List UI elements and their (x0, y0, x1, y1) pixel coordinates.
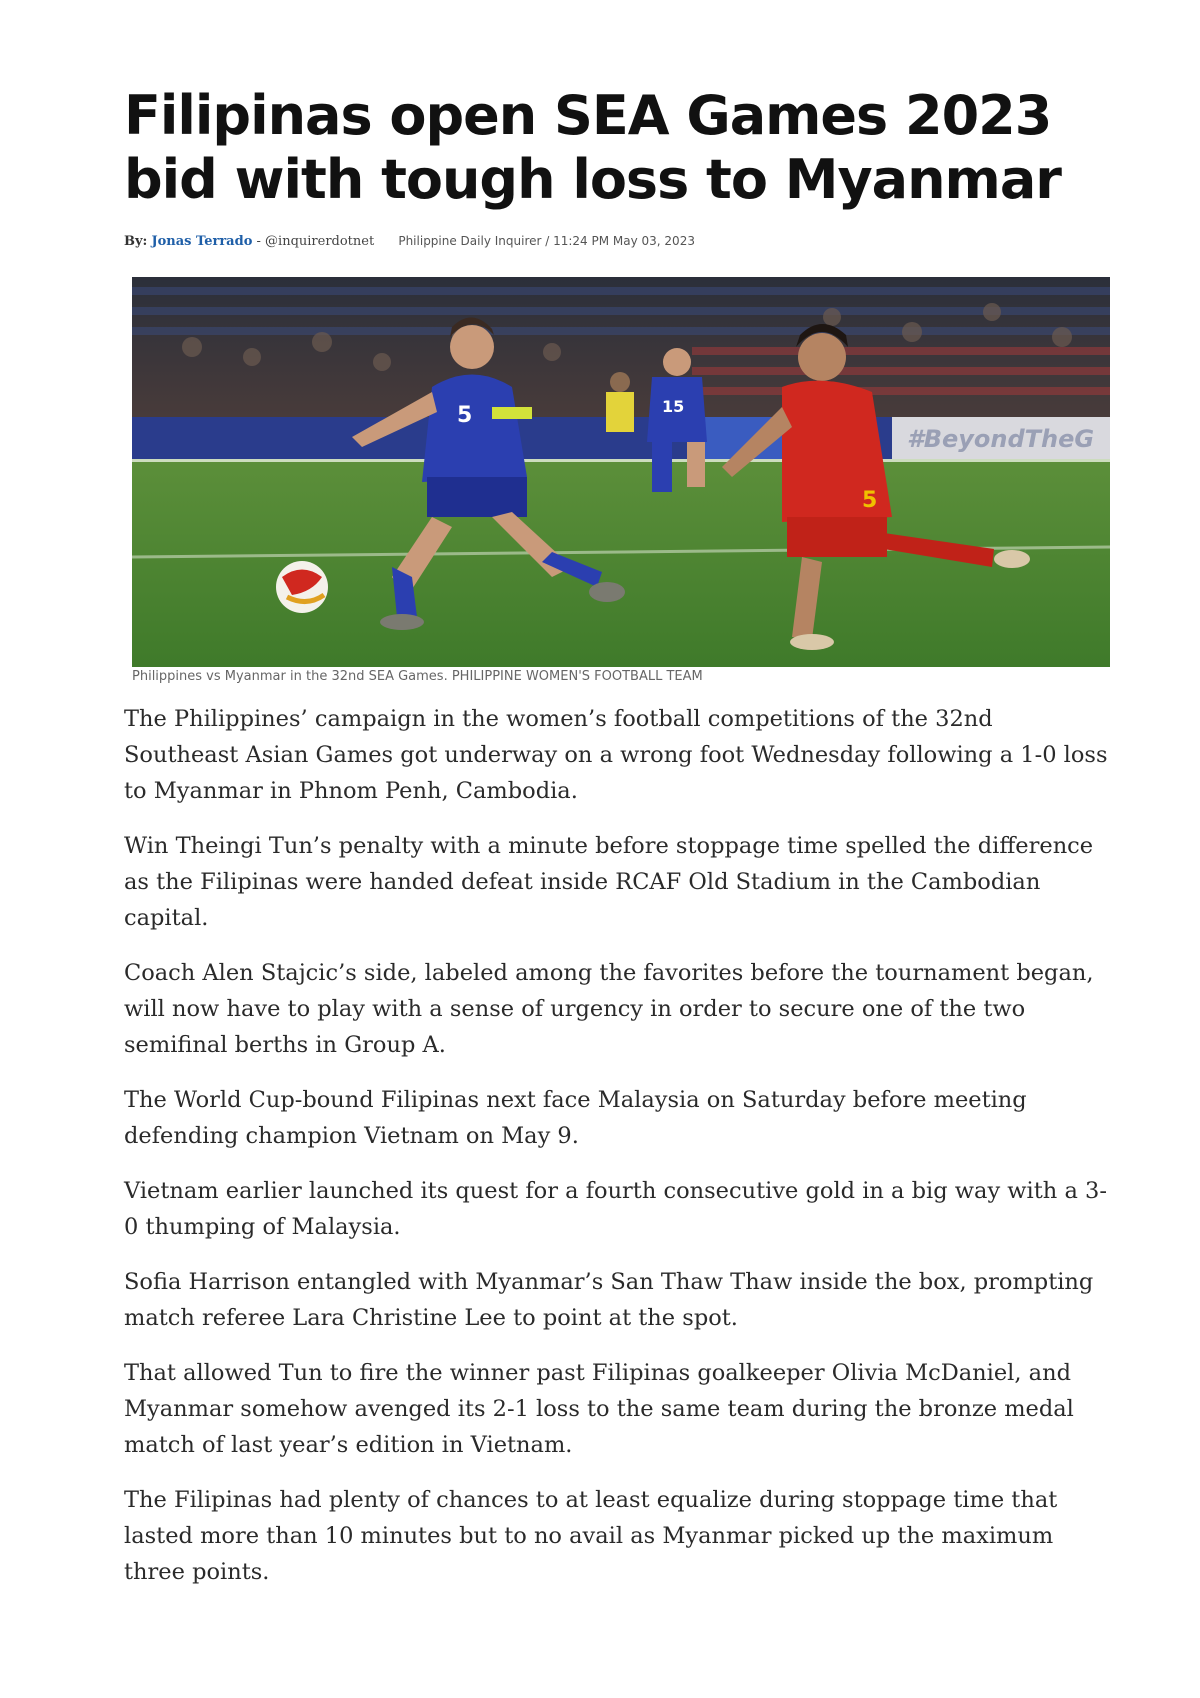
article-photo (132, 277, 1110, 667)
paragraph: That allowed Tun to fire the winner past Filipinas goalkeeper Olivia McDaniel, and Myanmar somehow avenged its 2-1 loss to the same team during the bronze medal match of last year’s edition in Vietnam. (124, 1360, 1074, 1458)
paragraph: The World Cup-bound Filipinas next face Malaysia on Saturday before meeting defending champion Vietnam on May 9. (124, 1087, 1027, 1149)
banner-text: #BeyondTheG (907, 425, 1095, 453)
byline (124, 234, 1114, 254)
paragraph: Vietnam earlier launched its quest for a fourth consecutive gold in a big way with a 3-0 thumping of Malaysia. (124, 1178, 1107, 1240)
referee (606, 372, 634, 432)
photo-illustration (132, 277, 1110, 667)
article (124, 84, 1114, 1585)
paragraph: Coach Alen Stajcic’s side, labeled among the favorites before the tournament began, will now have to play with a sense of urgency in order to secure one of the two semifinal berths in Group A. (124, 960, 1094, 1058)
headline: Filipinas open SEA Games 2023 bid with tough loss to Myanmar (124, 84, 1061, 211)
author-handle: - @inquirerdotnet (252, 234, 375, 249)
photo-caption: Philippines vs Myanmar in the 32nd SEA Games. PHILIPPINE WOMEN'S FOOTBALL TEAM (132, 669, 703, 684)
byline-prefix: By: (124, 234, 148, 249)
byline-source: Philippine Daily Inquirer / 11:24 PM May 03, 2023 (398, 234, 695, 248)
player-number: 5 (457, 403, 473, 428)
article-body (124, 701, 1114, 1609)
paragraph: The Philippines’ campaign in the women’s football competitions of the 32nd Southeast Asian Games got underway on a wrong foot Wednesday following a 1-0 loss to Myanmar in Phnom Penh, Cambodia. (124, 706, 1108, 804)
author-link[interactable]: Jonas Terrado (151, 234, 253, 249)
player-number: 15 (662, 397, 685, 416)
paragraph: Sofia Harrison entangled with Myanmar’s San Thaw Thaw inside the box, prompting match referee Lara Christine Lee to point at the spot. (124, 1269, 1094, 1331)
paragraph: The Filipinas had plenty of chances to at least equalize during stoppage time that lasted more than 10 minutes but to no avail as Myanmar picked up the maximum three points. (124, 1487, 1058, 1585)
player-number: 5 (862, 488, 878, 513)
football (276, 561, 328, 613)
paragraph: Win Theingi Tun’s penalty with a minute before stoppage time spelled the difference as the Filipinas were handed defeat inside RCAF Old Stadium in the Cambodian capital. (124, 833, 1094, 931)
